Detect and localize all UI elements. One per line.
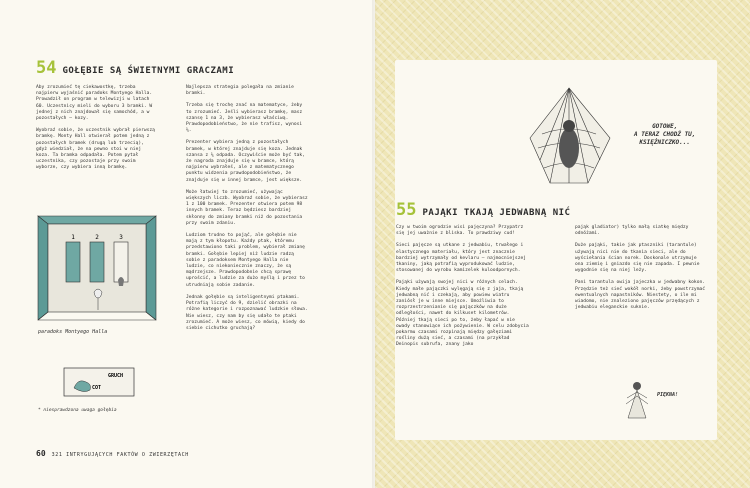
door-number-1: 1 <box>71 234 75 241</box>
section-55-column-2 <box>575 225 705 317</box>
section-55-number: 55 <box>396 200 417 220</box>
section-54-title: GOŁĘBIE SĄ ŚWIETNYMI GRACZAMI <box>62 66 235 76</box>
paragraph: Sieci pajęcze są utkane z jedwabiu, trwałego i elastycznego materiału, który jest znacznie bardziej wytrzymały od kevlaru – najmocniejszej tkaniny, jaką potrafią wyprodukować ludzie, stosowanej do wyrobu kamizelek kuloodpornych. <box>396 243 526 274</box>
paragraph: Pająki używają swojej nici w różnych celach. Kiedy małe pajączki wylęgają się z jaja, tkają jedwabną nić i czekają, aby powiew wiatru zaniósł je w inne miejsce. Umożliwia to rozprzestrzenianie się pajączków na duże odległości, nawet do kilkuset kilometrów. Później tkają sieci po to, żeby łapać w nie owady stanowiące ich pożywienie. W celu zdobycia pokarmu czasami rozpinają między gałęziami rośliny dużą sieć, a czasami (na przykład Deinopis subrufa, znany jako <box>396 280 529 348</box>
doors-caption: paradoks Montyego Halla <box>38 329 108 335</box>
paragraph: Ludziom trudno to pojąć, ale gołębie nie mają z tym kłopotu. Każdy ptak, któremu przedstawiono taki problem, wybierał zmianę bramki. Gołębie lepiej niż ludzie radzą sobie z paradoksem Montyego Halla nie ludzie, co niekoniecznie znaczy, że są mądrzejsze. Prawdopodobnie chcą sprawę uprościć, a ludzie za dużo myślą i przez to utrudniają sobie zadanie. <box>186 233 305 288</box>
book-title: 321 INTRYGUJĄCYCH FAKTÓW O ZWIERZĘTACH <box>51 452 189 458</box>
paragraph: Wyobraź sobie, że uczestnik wybrał pierwszą bramkę. Monty Hall otwierał potem jedną z pozostałych bramek (drugą lub trzecią), gdyż wiedział, że na pewno stoi w niej koza. Ta bramka odpadała. Potem pytał uczestnika, czy pozostaje przy swoim wyborze, czy wybiera inną bramkę. <box>36 128 155 171</box>
paragraph: Prezenter wybiera jedną z pozostałych bramek, w której znajduje się koza. Jednak szansa z ⅔ odpada. Oczywiście może być tak, że nagroda znajduje się w bramce, którą najpierw wybrałeś, ale z matematycznego punktu widzenia prawdopodobieństwo, że znajduje się w innej bramce, jest większe. <box>186 140 305 183</box>
paragraph: Pani tarantula owija jajeczka w jedwabny kokon. Przędzie też sieć wokół norki, żeby powstrzymać ewentualnych napastników. Niestety, o ile mi wiadomo, nie znaleziono pajęczów przędących z jedwabiu eleganckie suknie. <box>575 280 705 311</box>
section-54-heading <box>36 58 234 78</box>
speech-cot: COT <box>92 385 102 391</box>
page-footer <box>36 449 189 458</box>
door-number-2: 2 <box>95 234 99 241</box>
speech-gruch: GRUCH <box>108 373 124 379</box>
section-54-number: 54 <box>36 58 57 78</box>
paragraph: pająk gladiator) tylko małą siatkę między odnóżami. <box>575 225 689 237</box>
goat-caption: * niesprawdzona uwaga gołębia <box>38 408 117 413</box>
pigeon-goat-sign-illustration <box>62 364 136 400</box>
section-55-heading <box>396 200 570 220</box>
paragraph: Czy w twoim ogrodzie wisi pajęczyna? Przypatrz się jej uważnie z bliska. To prawdziwy cud! <box>396 225 524 237</box>
paragraph: Duże pająki, takie jak ptaszniki (tarantule) używają nici nie do tkania sieci, ale do wyściełania ścian norek. Doskonale utrzymuje ona ziemię i gniazdo się nie zapada. I pewnie wygodnie się na niej leży. <box>575 243 700 274</box>
paragraph: Aby zrozumieć tę ciekawostkę, trzeba najpierw wyjaśnić paradoks Montyego Halla. Prowadził on program w telewizji w latach 60. Uczestnicy mieli do wyboru 3 bramki. W jednej z nich znajdował się samochód, a w pozostałych – kozy. <box>36 85 153 122</box>
paragraph: Może łatwiej to zrozumieć, używając większych liczb. Wyobraź sobie, że wybierasz 1 z 100 bramek. Prezenter otwiera potem 98 innych bramek. Teraz będziesz bardziej skłonny do zmiany bramki niż do pozostania przy swoim zdaniu. <box>186 189 308 226</box>
pretty-caption: PIĘKNA! <box>657 392 679 398</box>
door-number-3: 3 <box>119 234 123 241</box>
section-54-column-2 <box>186 85 308 338</box>
paragraph: Najlepsza strategia polegała na zmianie bramki. <box>186 85 294 97</box>
section-55-title: PAJĄKI TKAJĄ JEDWABNĄ NIĆ <box>422 208 571 218</box>
monty-hall-doors-illustration <box>34 212 160 324</box>
section-55-column-1 <box>396 225 531 355</box>
spider-dress-illustration <box>510 78 628 196</box>
paragraph: Jednak gołębie są inteligentnymi ptakami. Potrafią liczyć do 9, dzielić obrazki na różne kategorie i rozpoznawać ludzkie słowa. Nie wiesz, czy nam by się udało te ptaki zrozumieć. A może wiesz, co mówią, kiedy do siebie cichutko gruchają? <box>186 294 308 331</box>
gutter-shadow <box>372 0 378 488</box>
spider-speech-bubble: GOTOWE, A TERAZ CHODŹ TU, KSIĘŻNICZKO... <box>634 123 696 146</box>
page-number: 60 <box>36 449 46 458</box>
spider-lady-illustration <box>622 378 652 424</box>
section-54-column-1 <box>36 85 156 178</box>
paragraph: Trzeba się trochę znać na matematyce, żeby to zrozumieć. Jeśli wybierasz bramkę, masz szansę 1 na 3, że wybierasz właściwą. Prawdopodobieństwo, że nie trafisz, wynosi ⅔. <box>186 103 303 134</box>
